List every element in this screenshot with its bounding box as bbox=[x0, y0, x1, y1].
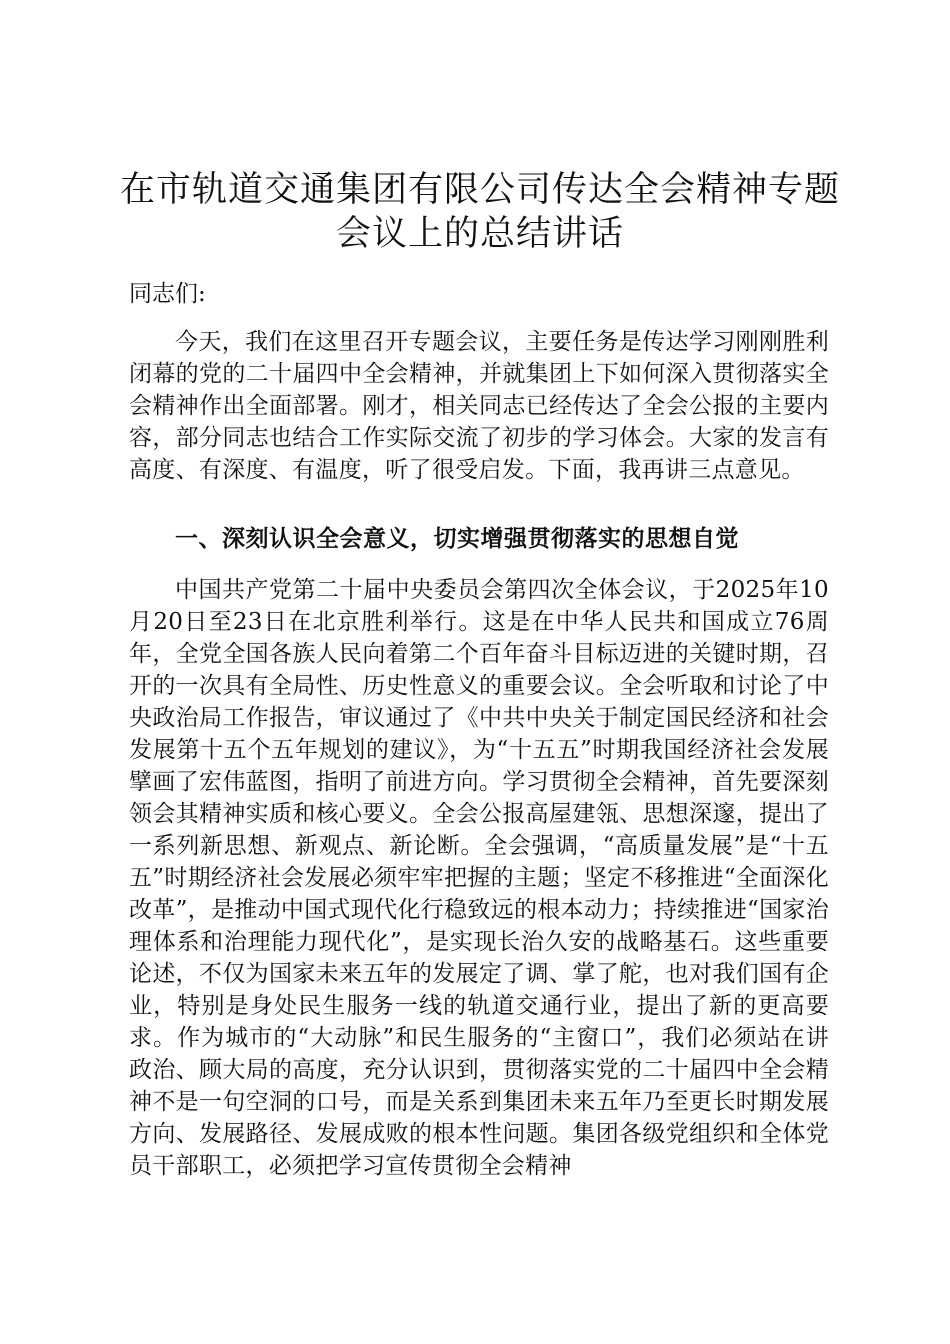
section-paragraph: 中国共产党第二十届中央委员会第四次全体会议，于2025年10月20日至23日在北京胜利举行。这是在中华人民共和国成立76周年，全党全国各族人民向着第二个百年奋斗目标迈进的关键时期，召开的一次具有全局性、历史性意义的重要会议。全会听取和讨论了中央政治局工作报告，审议通过了《中共中央关于制定国民经济和社会发展第十五个五年规划的建议》，为“十五五”时期我国经济社会发展擘画了宏伟蓝图，指明了前进方向。学习贯彻全会精神，首先要深刻领会其精神实质和核心要义。全会公报高屋建瓴、思想深邃，提出了一系列新思想、新观点、新论断。全会强调，“高质量发展”是“十五五”时期经济社会发展必须牢牢把握的主题；坚定不移推进“全面深化改革”，是推动中国式现代化行稳致远的根本动力；持续推进“国家治理体系和治理能力现代化”，是实现长治久安的战略基石。这些重要论述，不仅为国家未来五年的发展定了调、掌了舵，也对我们国有企业，特别是身处民生服务一线的轨道交通行业，提出了新的更高要求。作为城市的“大动脉”和民生服务的“主窗口”，我们必须站在讲政治、顾大局的高度，充分认识到，贯彻落实党的二十届四中全会精神不是一句空洞的口号，而是关系到集团未来五年乃至更长时期发展方向、发展路径、发展成败的根本性问题。集团各级党组织和全体党员干部职工，必须把学习宣传贯彻全会精神 bbox=[129, 577, 829, 1179]
document-title: 在市轨道交通集团有限公司传达全会精神专题会议上的总结讲话 bbox=[119, 170, 840, 254]
section-heading: 一、深刻认识全会意义，切实增强贯彻落实的思想自觉 bbox=[175, 525, 739, 552]
opening-paragraph: 今天，我们在这里召开专题会议，主要任务是传达学习刚刚胜利闭幕的党的二十届四中全会精神，并就集团上下如何深入贯彻落实全会精神作出全面部署。刚才，相关同志已经传达了全会公报的主要内容，部分同志也结合工作实际交流了初步的学习体会。大家的发言有高度、有深度、有温度，听了很受启发。下面，我再讲三点意见。 bbox=[129, 329, 829, 483]
salutation: 同志们: bbox=[129, 281, 206, 307]
